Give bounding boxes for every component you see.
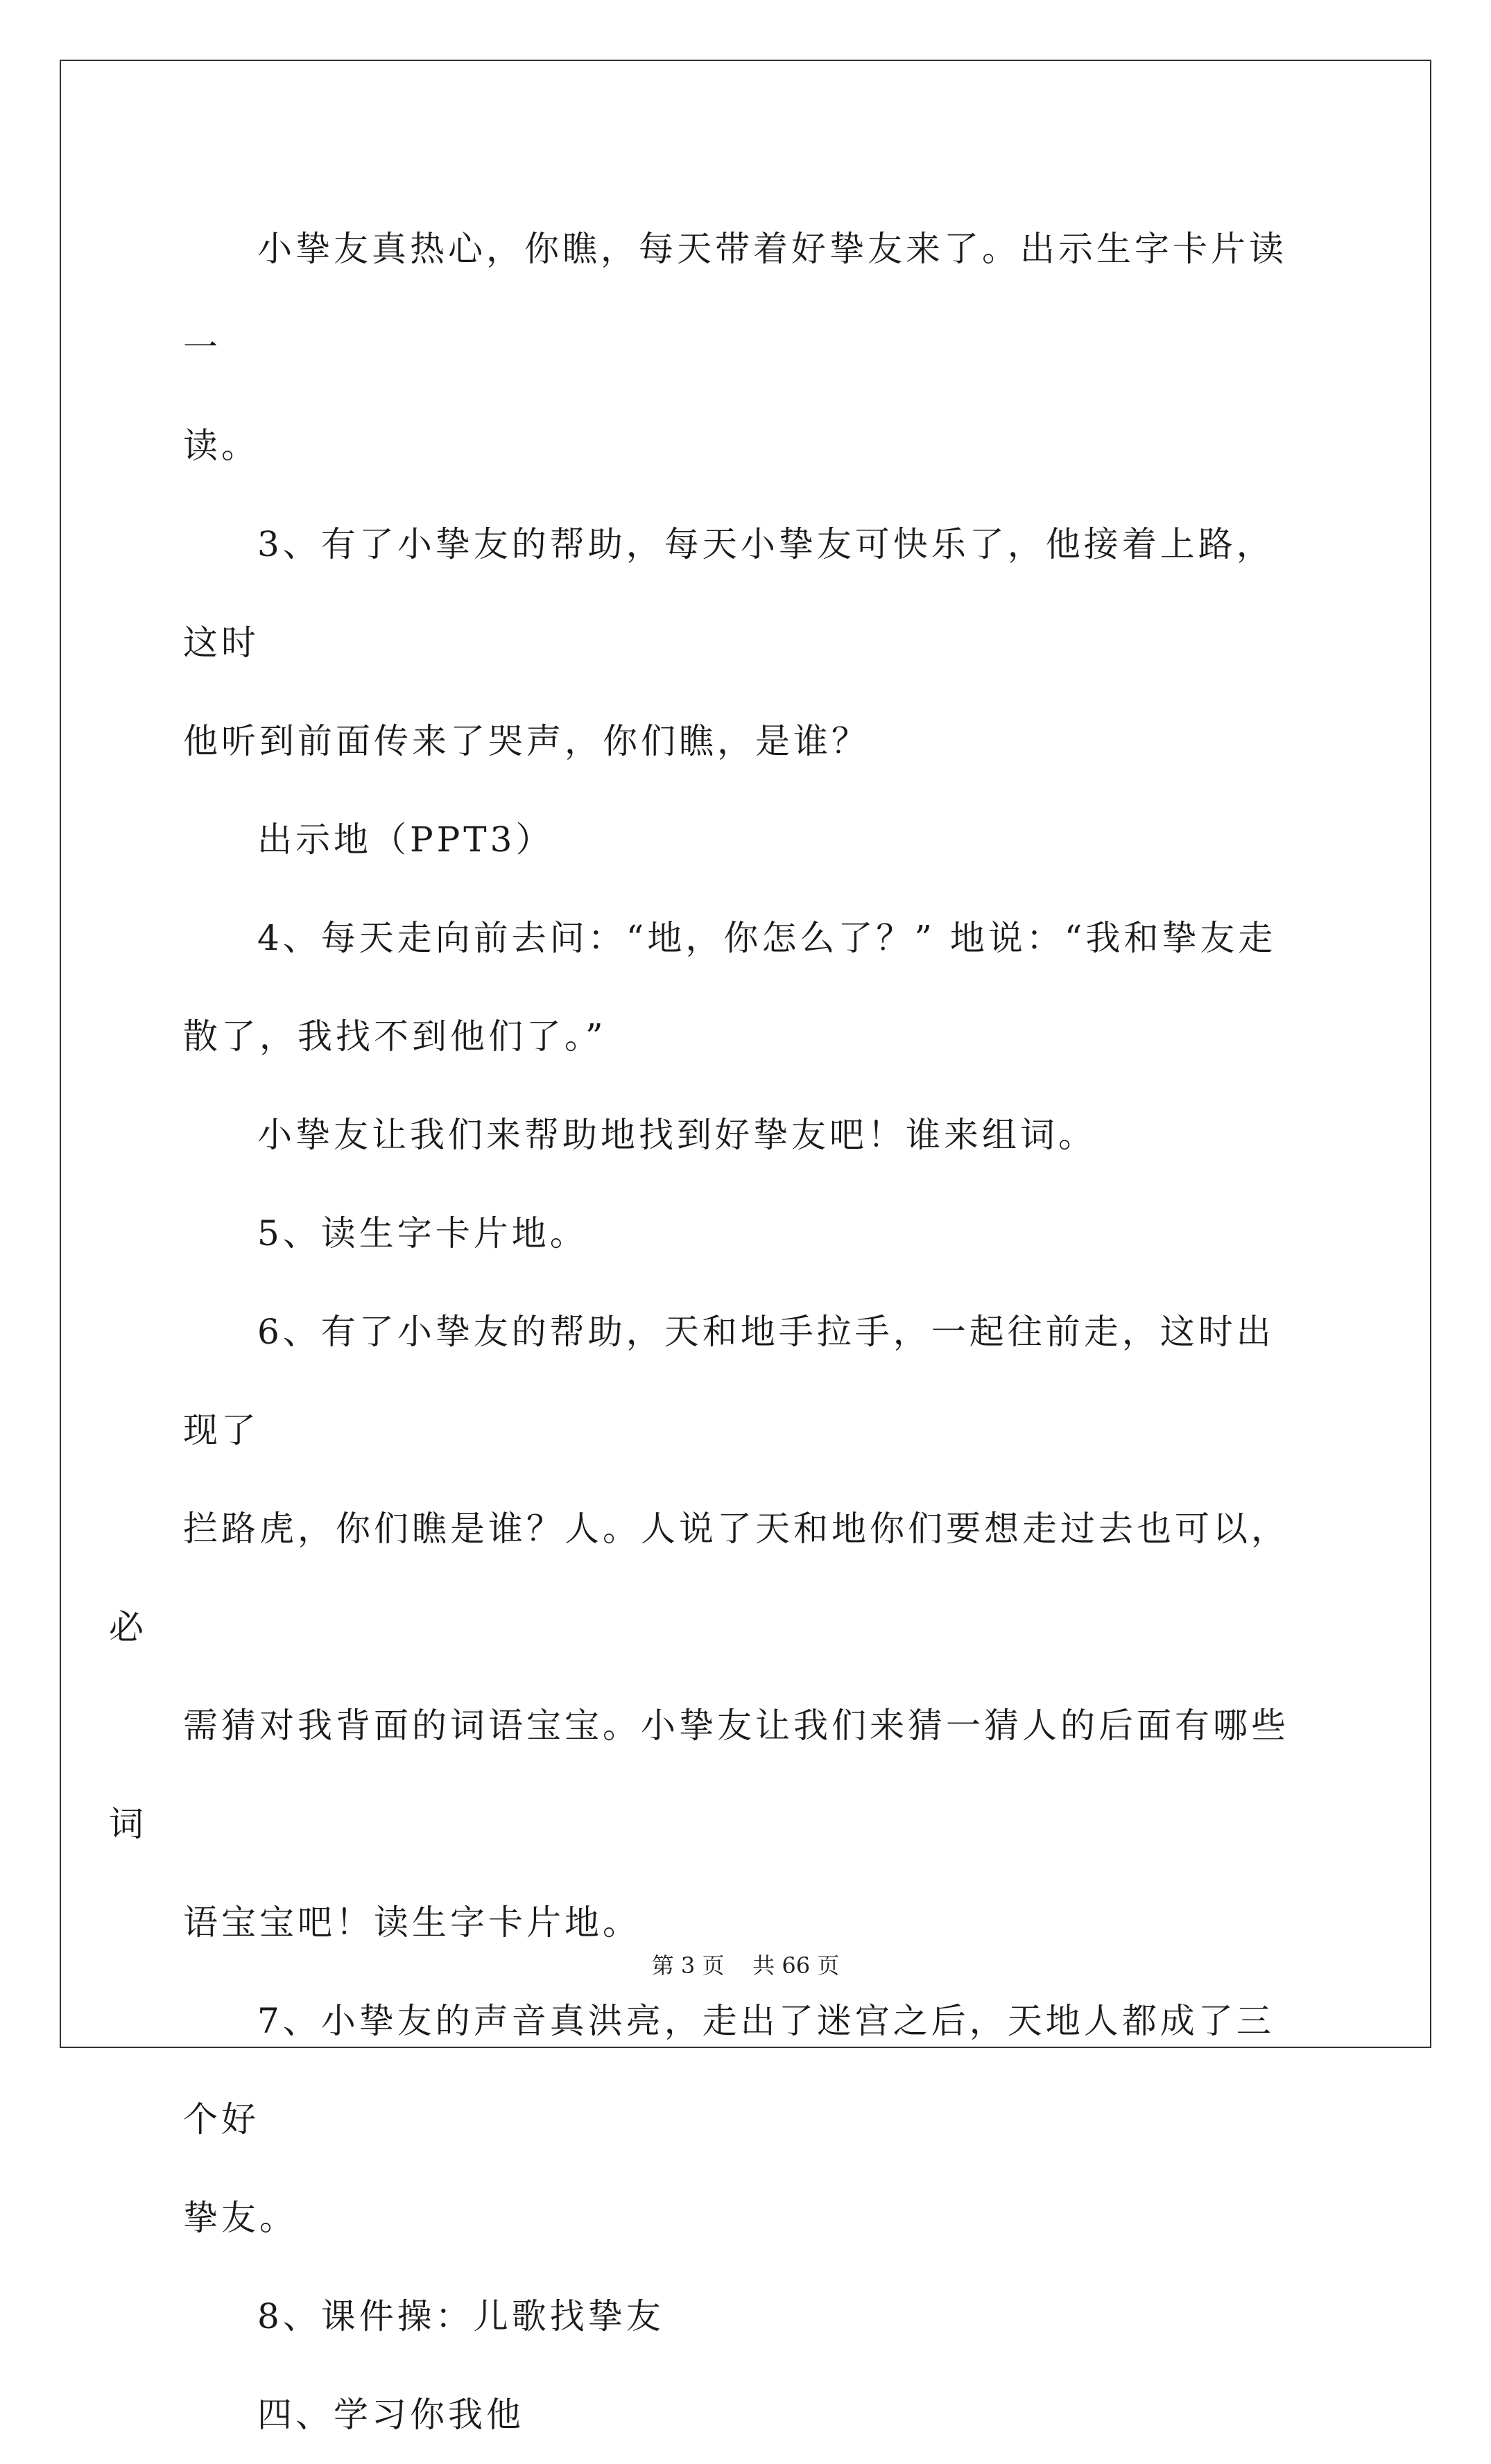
- text-line: 小挚友让我们来帮助地找到好挚友吧！谁来组词。: [257, 1115, 1096, 1155]
- paragraph: [183, 495, 1312, 790]
- text-line: 挚友。: [183, 2198, 298, 2238]
- paragraph: [183, 200, 1312, 495]
- text-line: 拦路虎，你们瞧是谁？人。人说了天和地你们要想走过去也可以，必: [109, 1509, 1289, 1647]
- text-line: 语宝宝吧！读生字卡片地。: [183, 1902, 641, 1943]
- paragraph: [183, 2267, 1312, 2366]
- text-line: 四、学习你我他: [257, 2395, 524, 2435]
- text-line: 8、课件操：儿歌找挚友: [257, 2296, 664, 2336]
- page-total: 共 66 页: [752, 1952, 840, 1979]
- text-line: 他听到前面传来了哭声，你们瞧，是谁？: [183, 721, 870, 761]
- text-line: 7、小挚友的声音真洪亮，走出了迷宫之后，天地人都成了三个好: [183, 2001, 1275, 2140]
- text-line: 5、读生字卡片地。: [257, 1213, 588, 1253]
- page-number: 第 3 页: [651, 1952, 725, 1979]
- text-line: 需猜对我背面的词语宝宝。小挚友让我们来猜一猜人的后面有哪些词: [109, 1706, 1289, 1844]
- text-line: 3、有了小挚友的帮助，每天小挚友可快乐了，他接着上路，这时: [183, 524, 1275, 663]
- text-line: 小挚友真热心，你瞧，每天带着好挚友来了。出示生字卡片读一: [183, 229, 1287, 367]
- text-line: 读。: [183, 426, 259, 466]
- text-line: 散了，我找不到他们了。”: [183, 1016, 607, 1057]
- paragraph: [183, 1184, 1312, 1283]
- paragraph: [183, 2366, 1312, 2464]
- paragraph: [183, 790, 1312, 889]
- document-body: [109, 200, 1312, 2464]
- paragraph: [183, 1972, 1312, 2267]
- paragraph: [109, 1283, 1312, 1972]
- text-line: 出示地（PPT3）: [257, 819, 554, 860]
- page-footer: [0, 1952, 1491, 1979]
- paragraph: [183, 889, 1312, 1086]
- paragraph: [183, 1086, 1312, 1184]
- text-line: 4、每天走向前去问：“地，你怎么了？” 地说：“我和挚友走: [257, 918, 1277, 958]
- text-line: 6、有了小挚友的帮助，天和地手拉手，一起往前走，这时出现了: [183, 1312, 1275, 1450]
